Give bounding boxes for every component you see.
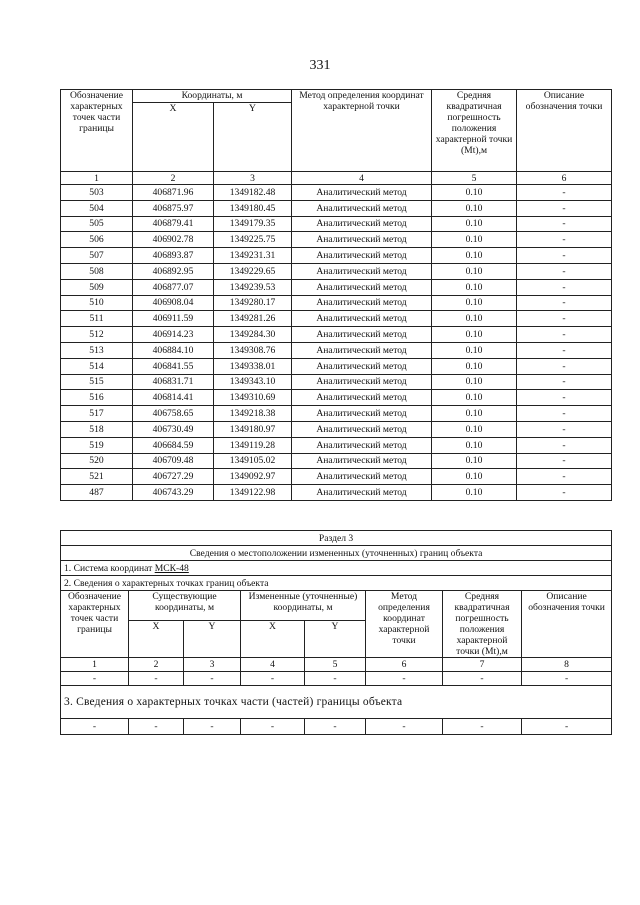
description: - bbox=[517, 311, 612, 327]
table-row bbox=[61, 390, 612, 406]
subsection-3-title: 3. Сведения о характерных точках части (частей) границы объекта bbox=[61, 686, 612, 719]
table-row bbox=[61, 311, 612, 327]
column-number: 2 bbox=[133, 172, 214, 185]
header-designation: Обозначение характерных точек части границы bbox=[61, 591, 129, 658]
coord-x: 406893.87 bbox=[133, 248, 214, 264]
column-number: 3 bbox=[214, 172, 292, 185]
coord-y: 1349180.45 bbox=[214, 200, 292, 216]
coord-x: 406743.29 bbox=[133, 485, 214, 501]
description: - bbox=[517, 485, 612, 501]
coord-system-value: МСК-48 bbox=[154, 562, 189, 574]
accuracy: 0.10 bbox=[432, 469, 517, 485]
method: Аналитический метод bbox=[292, 485, 432, 501]
table-cell: - bbox=[366, 719, 443, 735]
coord-y: 1349231.31 bbox=[214, 248, 292, 264]
coord-x: 406871.96 bbox=[133, 185, 214, 201]
coord-y: 1349280.17 bbox=[214, 295, 292, 311]
accuracy: 0.10 bbox=[432, 390, 517, 406]
description: - bbox=[517, 390, 612, 406]
coord-x: 406892.95 bbox=[133, 263, 214, 279]
empty-data-row bbox=[61, 672, 612, 686]
coord-system-label: 1. Система координат bbox=[64, 562, 155, 574]
table-cell: - bbox=[61, 719, 129, 735]
header-description: Описание обозначения точки bbox=[517, 90, 612, 172]
table-cell: - bbox=[61, 672, 129, 686]
accuracy: 0.10 bbox=[432, 453, 517, 469]
subsection-2-title: 2. Сведения о характерных точках границ объекта bbox=[61, 576, 612, 591]
table-row bbox=[61, 248, 612, 264]
point-number: 517 bbox=[61, 406, 133, 422]
point-number: 504 bbox=[61, 200, 133, 216]
coord-y: 1349239.53 bbox=[214, 279, 292, 295]
coord-x: 406730.49 bbox=[133, 421, 214, 437]
column-numbers-row bbox=[61, 658, 612, 672]
column-number: 8 bbox=[522, 658, 612, 672]
column-number: 7 bbox=[443, 658, 522, 672]
coord-y: 1349281.26 bbox=[214, 311, 292, 327]
point-number: 518 bbox=[61, 421, 133, 437]
table-row bbox=[61, 485, 612, 501]
table-row bbox=[61, 406, 612, 422]
column-number: 5 bbox=[432, 172, 517, 185]
coord-x: 406884.10 bbox=[133, 342, 214, 358]
description: - bbox=[517, 453, 612, 469]
method: Аналитический метод bbox=[292, 421, 432, 437]
method: Аналитический метод bbox=[292, 437, 432, 453]
accuracy: 0.10 bbox=[432, 295, 517, 311]
accuracy: 0.10 bbox=[432, 200, 517, 216]
table-row bbox=[61, 263, 612, 279]
point-number: 509 bbox=[61, 279, 133, 295]
coord-x: 406911.59 bbox=[133, 311, 214, 327]
point-number: 511 bbox=[61, 311, 133, 327]
accuracy: 0.10 bbox=[432, 216, 517, 232]
coord-x: 406727.29 bbox=[133, 469, 214, 485]
accuracy: 0.10 bbox=[432, 342, 517, 358]
accuracy: 0.10 bbox=[432, 279, 517, 295]
coord-y: 1349225.75 bbox=[214, 232, 292, 248]
section3-table bbox=[60, 530, 612, 735]
table-row bbox=[61, 453, 612, 469]
header-existing-coordinates: Существующие координаты, м bbox=[129, 591, 241, 621]
column-number: 5 bbox=[305, 658, 366, 672]
method: Аналитический метод bbox=[292, 248, 432, 264]
coord-y: 1349092.97 bbox=[214, 469, 292, 485]
method: Аналитический метод bbox=[292, 185, 432, 201]
header-coordinates: Координаты, м bbox=[133, 90, 292, 103]
accuracy: 0.10 bbox=[432, 421, 517, 437]
coord-y: 1349182.48 bbox=[214, 185, 292, 201]
coord-y: 1349119.28 bbox=[214, 437, 292, 453]
empty-data-row bbox=[61, 719, 612, 735]
coord-x: 406684.59 bbox=[133, 437, 214, 453]
accuracy: 0.10 bbox=[432, 248, 517, 264]
table-row bbox=[61, 295, 612, 311]
accuracy: 0.10 bbox=[432, 185, 517, 201]
coord-y: 1349179.35 bbox=[214, 216, 292, 232]
header-accuracy: Средняя квадратичная погрешность положения характерной точки (Mt),м bbox=[432, 90, 517, 172]
coord-y: 1349343.10 bbox=[214, 374, 292, 390]
method: Аналитический метод bbox=[292, 216, 432, 232]
table-row bbox=[61, 469, 612, 485]
coord-y: 1349180.97 bbox=[214, 421, 292, 437]
column-number: 6 bbox=[366, 658, 443, 672]
description: - bbox=[517, 406, 612, 422]
point-number: 521 bbox=[61, 469, 133, 485]
table-cell: - bbox=[522, 672, 612, 686]
point-number: 516 bbox=[61, 390, 133, 406]
coord-x: 406914.23 bbox=[133, 327, 214, 343]
table-cell: - bbox=[129, 719, 184, 735]
coord-y: 1349105.02 bbox=[214, 453, 292, 469]
accuracy: 0.10 bbox=[432, 327, 517, 343]
description: - bbox=[517, 200, 612, 216]
header-changed-y: Y bbox=[305, 621, 366, 658]
accuracy: 0.10 bbox=[432, 406, 517, 422]
accuracy: 0.10 bbox=[432, 311, 517, 327]
table-row bbox=[61, 185, 612, 201]
coord-y: 1349308.76 bbox=[214, 342, 292, 358]
table-row bbox=[61, 232, 612, 248]
table-row bbox=[61, 279, 612, 295]
coord-x: 406831.71 bbox=[133, 374, 214, 390]
accuracy: 0.10 bbox=[432, 263, 517, 279]
header-accuracy: Средняя квадратичная погрешность положения характерной точки (Mt),м bbox=[443, 591, 522, 658]
point-number: 508 bbox=[61, 263, 133, 279]
accuracy: 0.10 bbox=[432, 374, 517, 390]
description: - bbox=[517, 421, 612, 437]
section-title: Раздел 3 bbox=[61, 531, 612, 546]
coord-x: 406758.65 bbox=[133, 406, 214, 422]
table-row bbox=[61, 421, 612, 437]
table-row bbox=[61, 374, 612, 390]
table-row bbox=[61, 200, 612, 216]
point-number: 510 bbox=[61, 295, 133, 311]
method: Аналитический метод bbox=[292, 279, 432, 295]
description: - bbox=[517, 437, 612, 453]
description: - bbox=[517, 342, 612, 358]
method: Аналитический метод bbox=[292, 200, 432, 216]
description: - bbox=[517, 327, 612, 343]
method: Аналитический метод bbox=[292, 406, 432, 422]
table-cell: - bbox=[305, 719, 366, 735]
description: - bbox=[517, 374, 612, 390]
column-number: 4 bbox=[292, 172, 432, 185]
coord-x: 406908.04 bbox=[133, 295, 214, 311]
description: - bbox=[517, 469, 612, 485]
description: - bbox=[517, 263, 612, 279]
coord-x: 406875.97 bbox=[133, 200, 214, 216]
description: - bbox=[517, 279, 612, 295]
table-cell: - bbox=[184, 672, 241, 686]
coord-x: 406814.41 bbox=[133, 390, 214, 406]
coord-y: 1349284.30 bbox=[214, 327, 292, 343]
description: - bbox=[517, 185, 612, 201]
column-numbers-row bbox=[61, 172, 612, 185]
description: - bbox=[517, 216, 612, 232]
table-cell: - bbox=[366, 672, 443, 686]
table-cell: - bbox=[522, 719, 612, 735]
coord-y: 1349310.69 bbox=[214, 390, 292, 406]
header-designation: Обозначение характерных точек части границы bbox=[61, 90, 133, 172]
header-method: Метод определения координат характерной точки bbox=[366, 591, 443, 658]
description: - bbox=[517, 248, 612, 264]
table-row bbox=[61, 327, 612, 343]
method: Аналитический метод bbox=[292, 311, 432, 327]
header-x: X bbox=[133, 103, 214, 172]
point-number: 505 bbox=[61, 216, 133, 232]
point-number: 503 bbox=[61, 185, 133, 201]
header-changed-x: X bbox=[241, 621, 305, 658]
boundary-points-table bbox=[60, 89, 612, 501]
point-number: 513 bbox=[61, 342, 133, 358]
column-number: 1 bbox=[61, 658, 129, 672]
coord-x: 406902.78 bbox=[133, 232, 214, 248]
column-number: 3 bbox=[184, 658, 241, 672]
method: Аналитический метод bbox=[292, 453, 432, 469]
header-description: Описание обозначения точки bbox=[522, 591, 612, 658]
coord-y: 1349338.01 bbox=[214, 358, 292, 374]
header-y: Y bbox=[214, 103, 292, 172]
table-cell: - bbox=[443, 672, 522, 686]
table-cell: - bbox=[184, 719, 241, 735]
table-row bbox=[61, 358, 612, 374]
method: Аналитический метод bbox=[292, 390, 432, 406]
method: Аналитический метод bbox=[292, 374, 432, 390]
coord-x: 406841.55 bbox=[133, 358, 214, 374]
table-cell: - bbox=[241, 672, 305, 686]
method: Аналитический метод bbox=[292, 295, 432, 311]
header-method: Метод определения координат характерной точки bbox=[292, 90, 432, 172]
point-number: 515 bbox=[61, 374, 133, 390]
page-number: 331 bbox=[309, 58, 331, 73]
table-cell: - bbox=[241, 719, 305, 735]
coord-y: 1349229.65 bbox=[214, 263, 292, 279]
table-row bbox=[61, 216, 612, 232]
header-changed-coordinates: Измененные (уточненные) координаты, м bbox=[241, 591, 366, 621]
method: Аналитический метод bbox=[292, 342, 432, 358]
accuracy: 0.10 bbox=[432, 485, 517, 501]
coord-y: 1349218.38 bbox=[214, 406, 292, 422]
table-cell: - bbox=[443, 719, 522, 735]
point-number: 519 bbox=[61, 437, 133, 453]
point-number: 520 bbox=[61, 453, 133, 469]
column-number: 1 bbox=[61, 172, 133, 185]
point-number: 512 bbox=[61, 327, 133, 343]
coord-x: 406879.41 bbox=[133, 216, 214, 232]
table-cell: - bbox=[129, 672, 184, 686]
accuracy: 0.10 bbox=[432, 358, 517, 374]
coord-x: 406709.48 bbox=[133, 453, 214, 469]
method: Аналитический метод bbox=[292, 263, 432, 279]
column-number: 6 bbox=[517, 172, 612, 185]
point-number: 507 bbox=[61, 248, 133, 264]
section-subtitle: Сведения о местоположении измененных (уточненных) границ объекта bbox=[61, 546, 612, 561]
description: - bbox=[517, 295, 612, 311]
column-number: 2 bbox=[129, 658, 184, 672]
table-row bbox=[61, 342, 612, 358]
method: Аналитический метод bbox=[292, 327, 432, 343]
method: Аналитический метод bbox=[292, 232, 432, 248]
accuracy: 0.10 bbox=[432, 232, 517, 248]
column-number: 4 bbox=[241, 658, 305, 672]
accuracy: 0.10 bbox=[432, 437, 517, 453]
description: - bbox=[517, 232, 612, 248]
method: Аналитический метод bbox=[292, 469, 432, 485]
point-number: 487 bbox=[61, 485, 133, 501]
coord-x: 406877.07 bbox=[133, 279, 214, 295]
header-existing-x: X bbox=[129, 621, 184, 658]
method: Аналитический метод bbox=[292, 358, 432, 374]
coord-y: 1349122.98 bbox=[214, 485, 292, 501]
table-row bbox=[61, 437, 612, 453]
point-number: 506 bbox=[61, 232, 133, 248]
table-cell: - bbox=[305, 672, 366, 686]
description: - bbox=[517, 358, 612, 374]
header-existing-y: Y bbox=[184, 621, 241, 658]
point-number: 514 bbox=[61, 358, 133, 374]
coord-system-row bbox=[61, 561, 612, 576]
